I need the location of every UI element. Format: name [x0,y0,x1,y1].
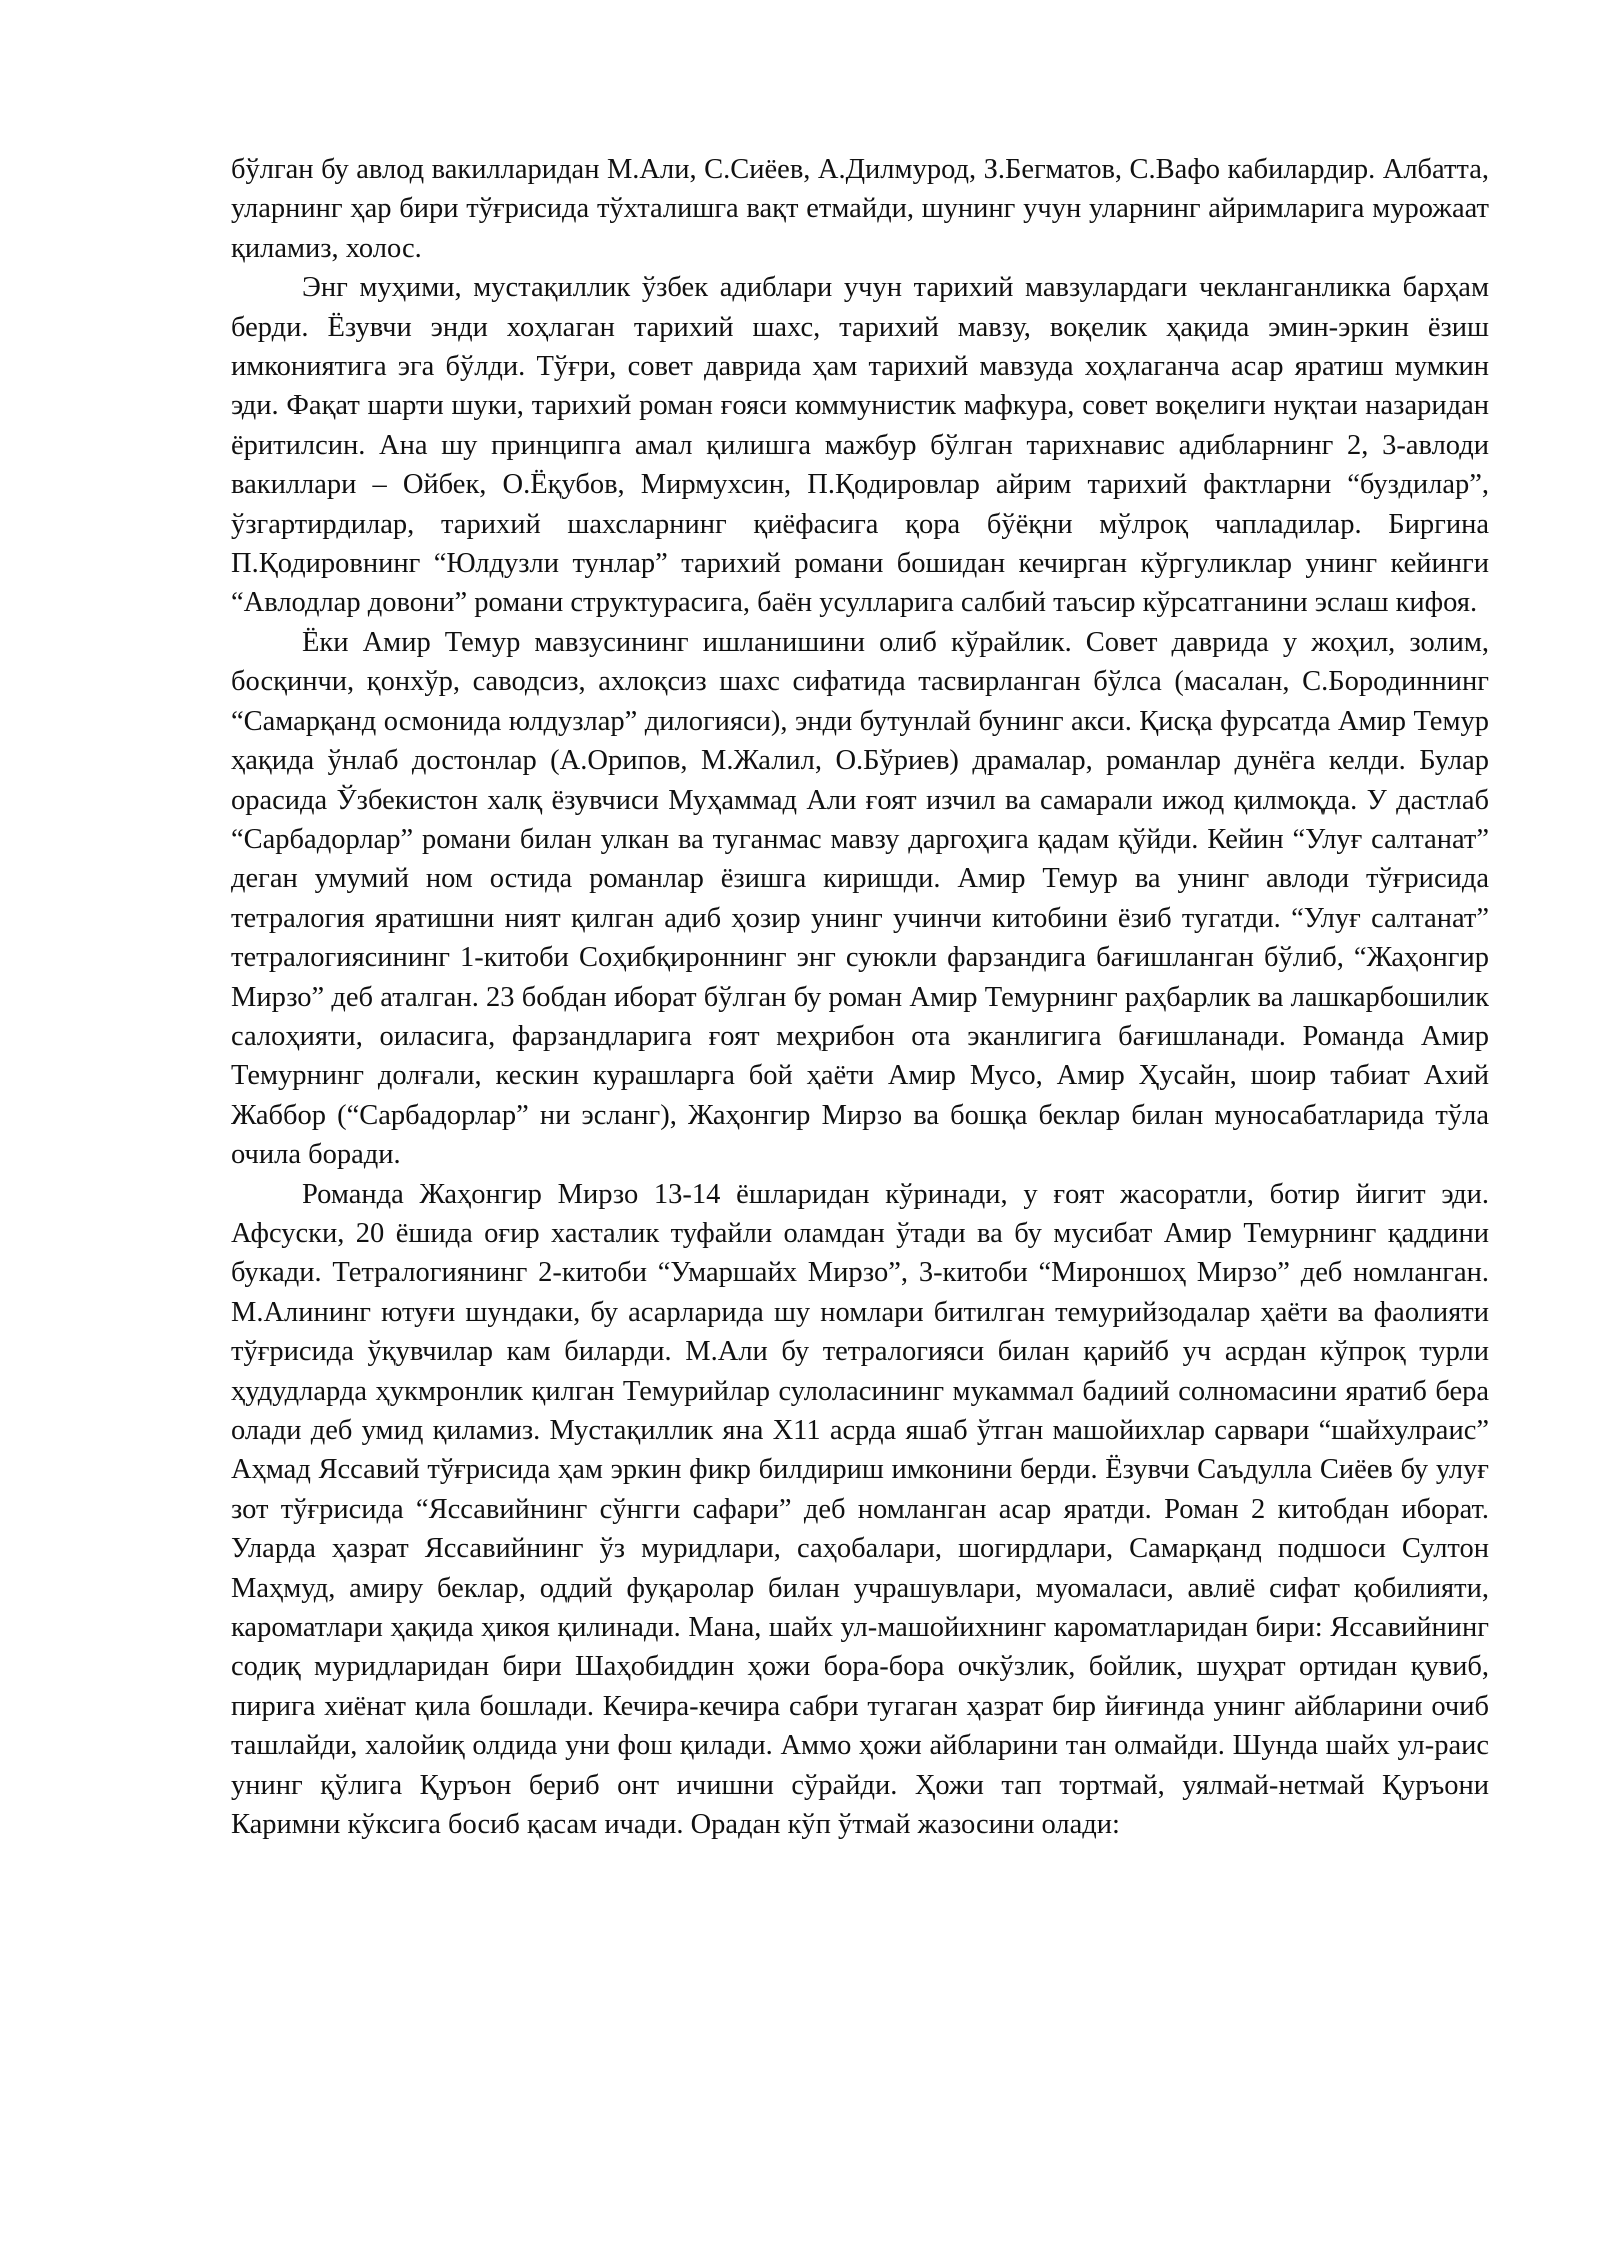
paragraph-2: Энг муҳими, мустақиллик ўзбек адиблари учун тарихий мавзулардаги чекланганликка барҳам берди. Ёзувчи энди хоҳлаган тарихий шахс, тарихий мавзу, воқелик ҳақида эмин-эркин ёзиш имкониятига эга бўлди. Тўғри, совет даврида ҳам тарихий мавзуда хоҳлаганча асар яратиш мумкин эди. Фақат шарти шуки, тарихий роман ғояси коммунистик мафкура, совет воқелиги нуқтаи назаридан ёритилсин. Ана шу принципга амал қилишга мажбур бўлган тарихнавис адибларнинг 2, 3-авлоди вакиллари – Ойбек, О.Ёқубов, Мирмухсин, П.Қодировлар айрим тарихий фактларни “буздилар”, ўзгартирдилар, тарихий шахсларнинг қиёфасига қора бўёқни мўлроқ чапладилар. Биргина П.Қодировнинг “Юлдузли тунлар” тарихий романи бошидан кечирган кўргуликлар унинг кейинги “Авлодлар довони” романи структурасига, баён усулларига салбий таъсир кўрсатганини эслаш кифоя. [231,272,1489,619]
paragraph-3: Ёки Амир Темур мавзусининг ишланишини олиб кўрайлик. Совет даврида у жоҳил, золим, босқинчи, қонхўр, саводсиз, ахлоқсиз шахс сифатида тасвирланган бўлса (масалан, С.Бородиннинг “Самарқанд осмонида юлдузлар” дилогияси), энди бутунлай бунинг акси. Қисқа фурсатда Амир Темур ҳақида ўнлаб достонлар (А.Орипов, М.Жалил, О.Бўриев) драмалар, романлар дунёга келди. Булар орасида Ўзбекистон халқ ёзувчиси Муҳаммад Али ғоят изчил ва самарали ижод қилмоқда. У дастлаб “Сарбадорлар” романи билан улкан ва туганмас мавзу даргоҳига қадам қўйди. Кейин “Улуғ салтанат” деган умумий ном остида романлар ёзишга киришди. Амир Темур ва унинг авлоди тўғрисида тетралогия яратишни ният қилган адиб ҳозир унинг учинчи китобини ёзиб тугатди. “Улуғ салтанат” тетралогиясининг 1-китоби Соҳибқироннинг энг суюкли фарзандига бағишланган бўлиб, “Жаҳонгир Мирзо” деб аталган. 23 бобдан иборат бўлган бу роман Амир Темурнинг раҳбарлик ва лашкарбошилик салоҳияти, оиласига, фарзандларига ғоят меҳрибон ота эканлигига бағишланади. Романда Амир Темурнинг долғали, кескин курашларга бой ҳаёти Амир Мусо, Амир Ҳусайн, шоир табиат Ахий Жаббор (“Сарбадорлар” ни эсланг), Жаҳонгир Мирзо ва бошқа беклар билан муносабатларида тўла очила боради. [231,626,1489,1171]
document-body [231,150,1489,1844]
paragraph-4: Романда Жаҳонгир Мирзо 13-14 ёшларидан кўринади, у ғоят жасоратли, ботир йигит эди. Афсуски, 20 ёшида оғир хасталик туфайли оламдан ўтади ва бу мусибат Амир Темурнинг қаддини букади. Тетралогиянинг 2-китоби “Умаршайх Мирзо”, 3-китоби “Мироншоҳ Мирзо” деб номланган. М.Алининг ютуғи шундаки, бу асарларида шу номлари битилган темурийзодалар ҳаёти ва фаолияти тўғрисида ўқувчилар кам биларди. М.Али бу тетралогияси билан қарийб уч асрдан кўпроқ турли ҳудудларда ҳукмронлик қилган Темурийлар сулоласининг мукаммал бадиий солномасини яратиб бера олади деб умид қиламиз. Мустақиллик яна Х11 асрда яшаб ўтган машойихлар сарвари “шайхулраис” Аҳмад Яссавий тўғрисида ҳам эркин фикр билдириш имконини берди. Ёзувчи Саъдулла Сиёев бу улуғ зот тўғрисида “Яссавийнинг сўнгги сафари” деб номланган асар яратди. Роман 2 китобдан иборат. Уларда ҳазрат Яссавийнинг ўз муридлари, саҳобалари, шогирдлари, Самарқанд подшоси Султон Маҳмуд, амиру беклар, оддий фуқаролар билан учрашувлари, муомаласи, авлиё сифат қобилияти, кароматлари ҳақида ҳикоя қилинади. Мана, шайх ул-машойихнинг кароматларидан бири: Яссавийнинг содиқ муридларидан бири Шаҳобиддин ҳожи бора-бора очкўзлик, бойлик, шуҳрат ортидан қувиб, пирига хиёнат қила бошлади. Кечира-кечира сабри тугаган ҳазрат бир йиғинда унинг айбларини очиб ташлайди, халойиқ олдида уни фош қилади. Аммо ҳожи айбларини тан олмайди. Шунда шайх ул-раис унинг қўлига Қуръон бериб онт ичишни сўрайди. Ҳожи тап тортмай, уялмай-нетмай Қуръони Каримни кўксига босиб қасам ичади. Орадан кўп ўтмай жазосини олади: [231,1178,1489,1841]
paragraph-1: бўлган бу авлод вакилларидан М.Али, С.Сиёев, А.Дилмурод, З.Бегматов, С.Вафо кабилардир. Албатта, уларнинг ҳар бири тўғрисида тўхталишга вақт етмайди, шунинг учун уларнинг айримларига мурожаат қиламиз, холос. [231,154,1489,264]
